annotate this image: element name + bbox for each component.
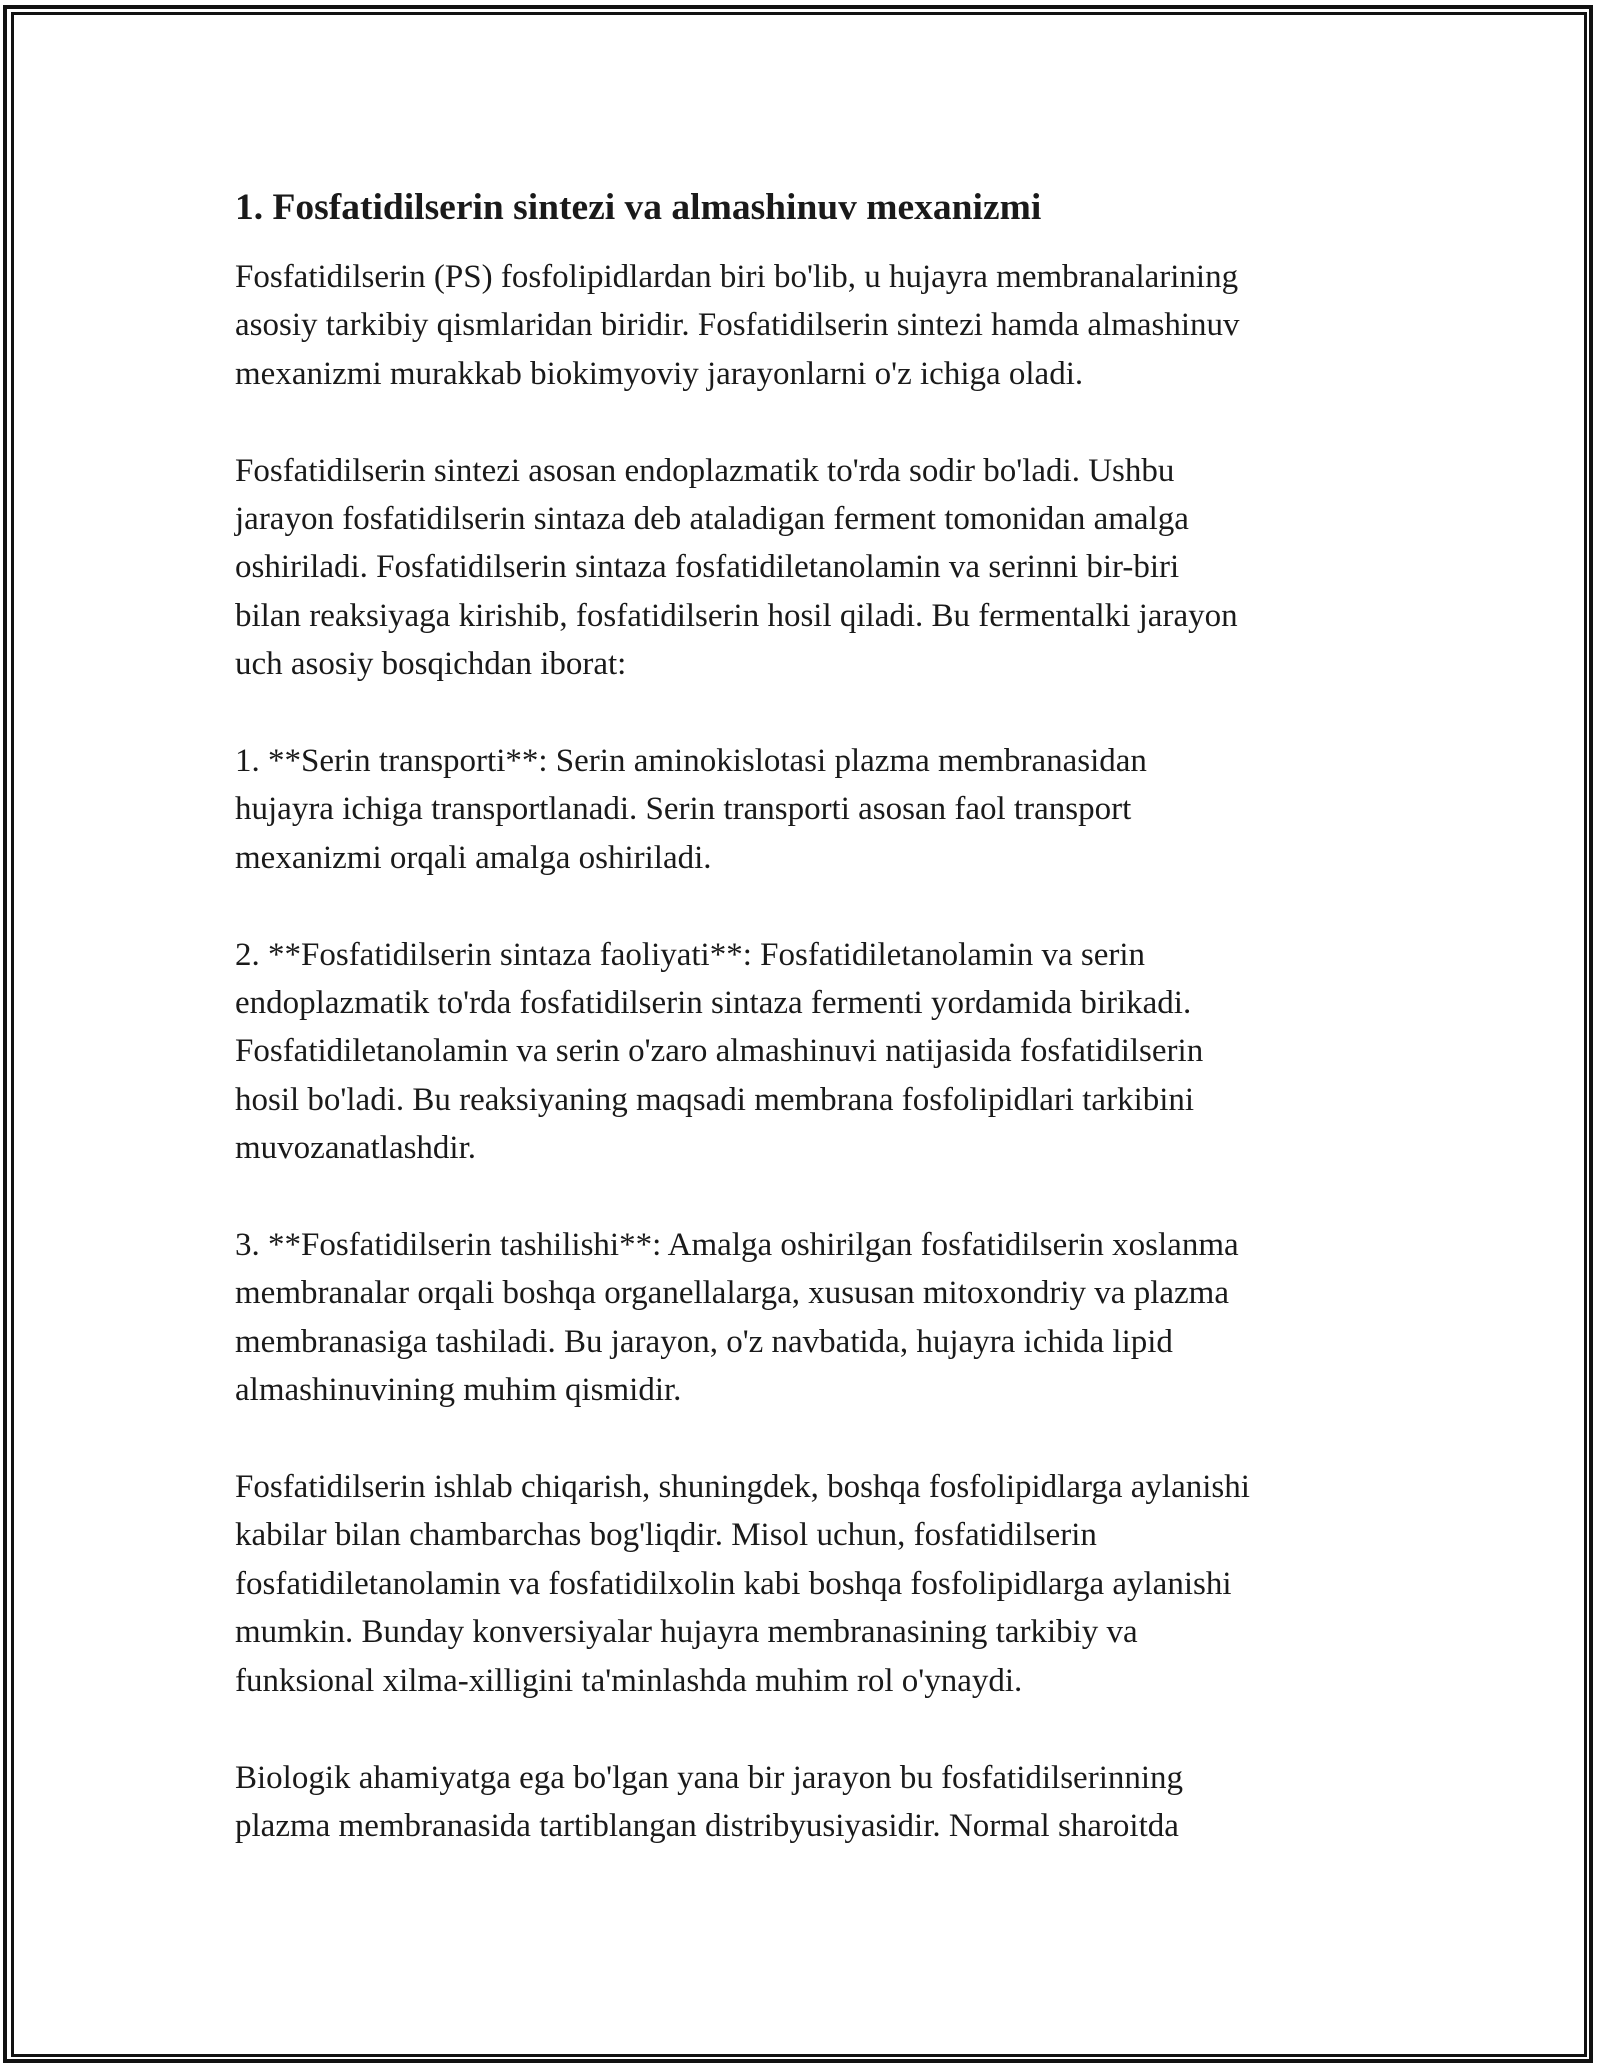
text-line: Biologik ahamiyatga ega bo'lgan yana bir jarayon bu fosfatidilserinning [235,1759,1184,1796]
text-line: hosil bo'ladi. Bu reaksiyaning maqsadi membrana fosfolipidlari tarkibini [235,1081,1195,1118]
text-line: funksional xilma-xilligini ta'minlashda muhim rol o'ynaydi. [235,1662,1023,1699]
text-line: jarayon fosfatidilserin sintaza deb ataladigan ferment tomonidan amalga [235,501,1189,538]
text-line: muvozanatlashdir. [235,1130,477,1167]
text-line: mumkin. Bunday konversiyalar hujayra membranasining tarkibiy va [235,1614,1138,1651]
document-body [235,253,1375,1850]
document-page [235,184,1375,1899]
text-line: mexanizmi murakkab biokimyoviy jarayonlarni o'z ichiga oladi. [235,355,1084,392]
text-line: hujayra ichiga transportlanadi. Serin transporti asosan faol transport [235,791,1132,828]
text-line: mexanizmi orqali amalga oshiriladi. [235,839,712,876]
text-line: membranalar orqali boshqa organellalarga, xususan mitoxondriy va plazma [235,1275,1229,1312]
paragraph [235,931,1375,1173]
text-line: uch asosiy bosqichdan iborat: [235,646,627,683]
text-line: plazma membranasida tartiblangan distribyusiyasidir. Normal sharoitda [235,1807,1179,1844]
text-line: kabilar bilan chambarchas bog'liqdir. Misol uchun, fosfatidilserin [235,1517,1097,1554]
text-line: bilan reaksiyaga kirishib, fosfatidilserin hosil qiladi. Bu fermentalki jarayon [235,597,1238,634]
text-line: Fosfatidilserin (PS) fosfolipidlardan biri bo'lib, u hujayra membranalarining [235,259,1239,295]
text-line: fosfatidiletanolamin va fosfatidilxolin kabi boshqa fosfolipidlarga aylanishi [235,1565,1232,1602]
text-line: Fosfatidilserin sintezi asosan endoplazmatik to'rda sodir bo'ladi. Ushbu [235,452,1175,489]
paragraph [235,1754,1375,1851]
text-line: membranasiga tashiladi. Bu jarayon, o'z navbatida, hujayra ichida lipid [235,1323,1173,1360]
text-line: 3. **Fosfatidilserin tashilishi**: Amalga oshirilgan fosfatidilserin xoslanma [235,1227,1239,1264]
text-line: endoplazmatik to'rda fosfatidilserin sintaza fermenti yordamida birikadi. [235,985,1192,1022]
text-line: almashinuvining muhim qismidir. [235,1372,682,1409]
paragraph [235,447,1375,689]
paragraph [235,1463,1375,1705]
text-line: 1. **Serin transporti**: Serin aminokislotasi plazma membranasidan [235,743,1147,780]
text-line: asosiy tarkibiy qismlaridan biridir. Fosfatidilserin sintezi hamda almashinuv [235,307,1240,344]
text-line: 2. **Fosfatidilserin sintaza faoliyati**: Fosfatidiletanolamin va serin [235,936,1146,973]
text-line: oshiriladi. Fosfatidilserin sintaza fosfatidiletanolamin va serinni bir-biri [235,549,1180,586]
paragraph [235,253,1375,398]
text-line: Fosfatidiletanolamin va serin o'zaro almashinuvi natijasida fosfatidilserin [235,1033,1204,1070]
paragraph [235,737,1375,882]
section-heading: 1. Fosfatidilserin sintezi va almashinuv mexanizmi [235,187,1042,228]
paragraph [235,1221,1375,1415]
text-line: Fosfatidilserin ishlab chiqarish, shuningdek, boshqa fosfolipidlarga aylanishi [235,1469,1250,1506]
